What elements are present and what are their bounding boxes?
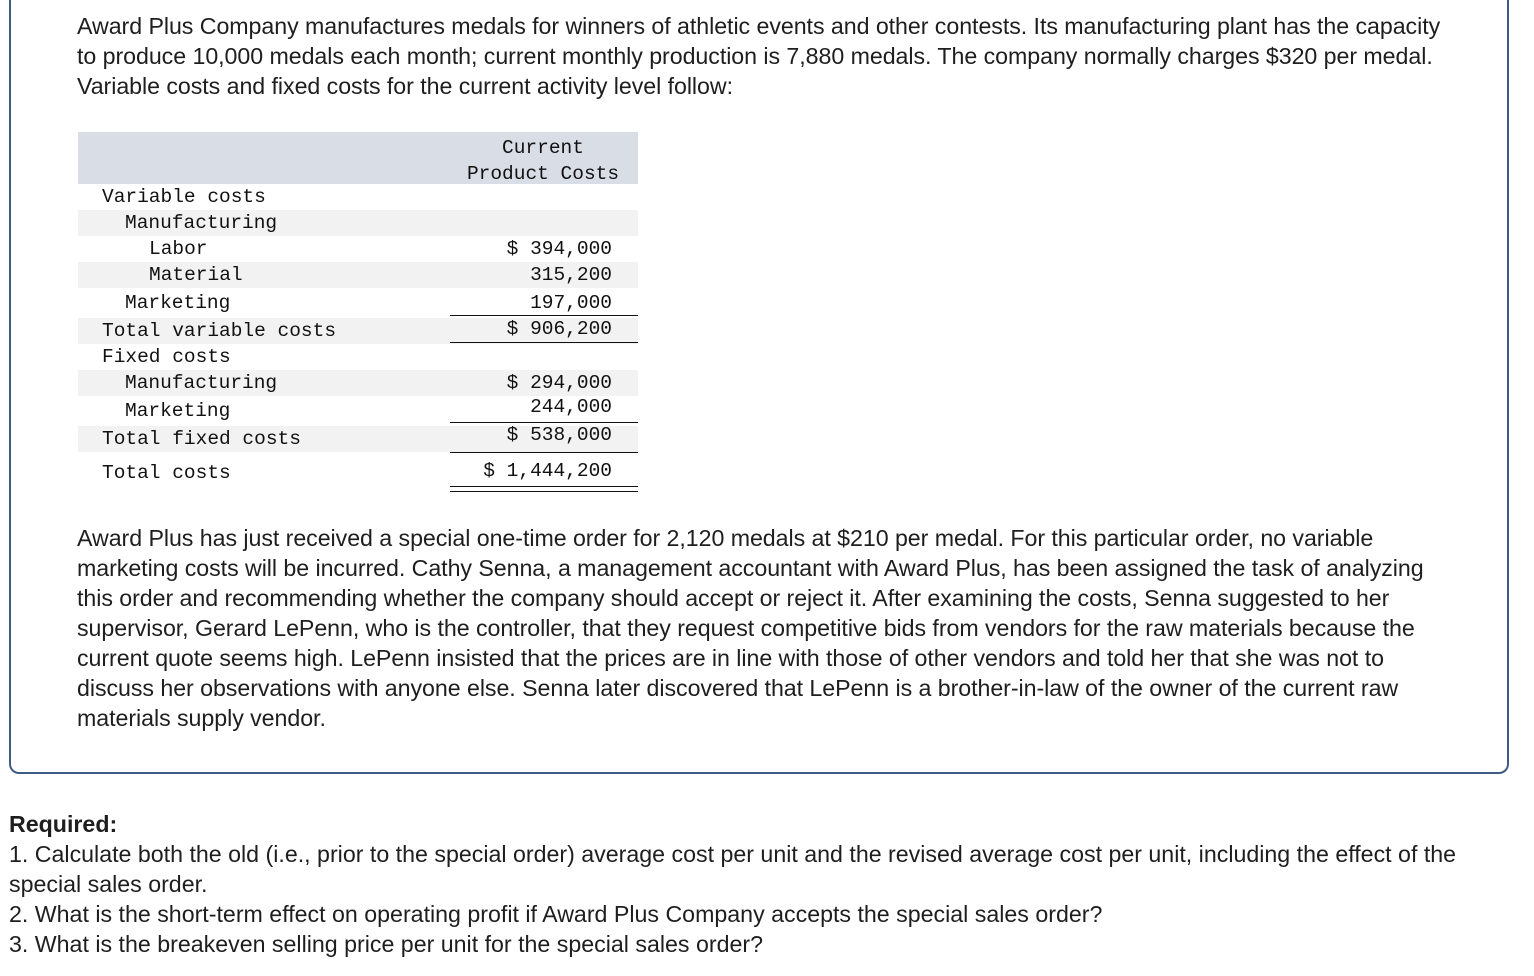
row-label: Total variable costs — [102, 320, 337, 342]
subtotal-rule — [450, 452, 638, 453]
row-label: Total costs — [102, 462, 231, 484]
row-amount: $ 394,000 — [506, 238, 612, 260]
table-row-material — [78, 262, 638, 288]
required-item-3: 3. What is the breakeven selling price per unit for the special sales order? — [9, 931, 763, 957]
table-row-total-costs — [78, 460, 638, 486]
row-label: Total fixed costs — [102, 428, 301, 450]
table-row-total-variable-costs — [78, 318, 638, 344]
total-rule — [450, 342, 638, 343]
table-row-fixed-costs — [78, 344, 638, 370]
table-row-variable-manufacturing — [78, 210, 638, 236]
row-amount: $ 538,000 — [506, 424, 612, 446]
table-row-total-fixed-costs — [78, 426, 638, 452]
row-label: Marketing — [125, 292, 231, 314]
row-amount: 244,000 — [530, 396, 612, 418]
row-amount: 197,000 — [530, 292, 612, 314]
column-header-line-1: Current — [502, 137, 584, 159]
row-amount: $ 906,200 — [506, 318, 612, 340]
row-amount: $ 294,000 — [506, 372, 612, 394]
row-amount: $ 1,444,200 — [483, 460, 612, 482]
row-label: Manufacturing — [125, 212, 278, 234]
double-rule-bottom — [450, 491, 638, 492]
cost-table — [78, 132, 638, 498]
table-row-variable-costs — [78, 184, 638, 210]
table-row-labor — [78, 236, 638, 262]
row-label: Labor — [149, 238, 208, 260]
row-amount: 315,200 — [530, 264, 612, 286]
intro-paragraph: Award Plus Company manufactures medals for winners of athletic events and other contests. Its manufacturing plant has the capacity to produce 10,000 medals each month; current monthly production is 7,880 medals. The company normally charges $320 per medal. Variable costs and fixed costs for the current activity level follow: — [77, 13, 1441, 99]
required-item-1: 1. Calculate both the old (i.e., prior to the special order) average cost per unit and the revised average cost per unit, including the effect of the special sales order. — [9, 841, 1457, 897]
row-label: Manufacturing — [125, 372, 278, 394]
special-order-paragraph: Award Plus has just received a special one-time order for 2,120 medals at $210 per medal. For this particular order, no variable marketing costs will be incurred. Cathy Senna, a management accountant with Award Plus, has been assigned the task of analyzing this order and recommending whether the company should accept or reject it. After examining the costs, Senna suggested to her supervisor, Gerard LePenn, who is the controller, that they request competitive bids from vendors for the raw materials because the current quote seems high. LePenn insisted that the prices are in line with those of other vendors and told her that she was not to discuss her observations with anyone else. Senna later discovered that LePenn is a brother-in-law of the owner of the current raw materials supply vendor. — [77, 525, 1424, 731]
double-rule-top — [450, 486, 638, 487]
row-label: Material — [149, 264, 243, 286]
table-row-fixed-marketing — [78, 398, 638, 424]
column-header-line-2: Product Costs — [466, 163, 620, 185]
row-label: Marketing — [125, 400, 231, 422]
table-row-fixed-manufacturing — [78, 370, 638, 396]
row-label: Variable costs — [102, 186, 266, 208]
table-row-variable-marketing — [78, 290, 638, 316]
required-item-2: 2. What is the short-term effect on operating profit if Award Plus Company accepts the special sales order? — [9, 901, 1103, 927]
column-header-current-product-costs — [450, 135, 636, 187]
row-label: Fixed costs — [102, 346, 231, 368]
required-heading: Required: — [9, 811, 118, 837]
